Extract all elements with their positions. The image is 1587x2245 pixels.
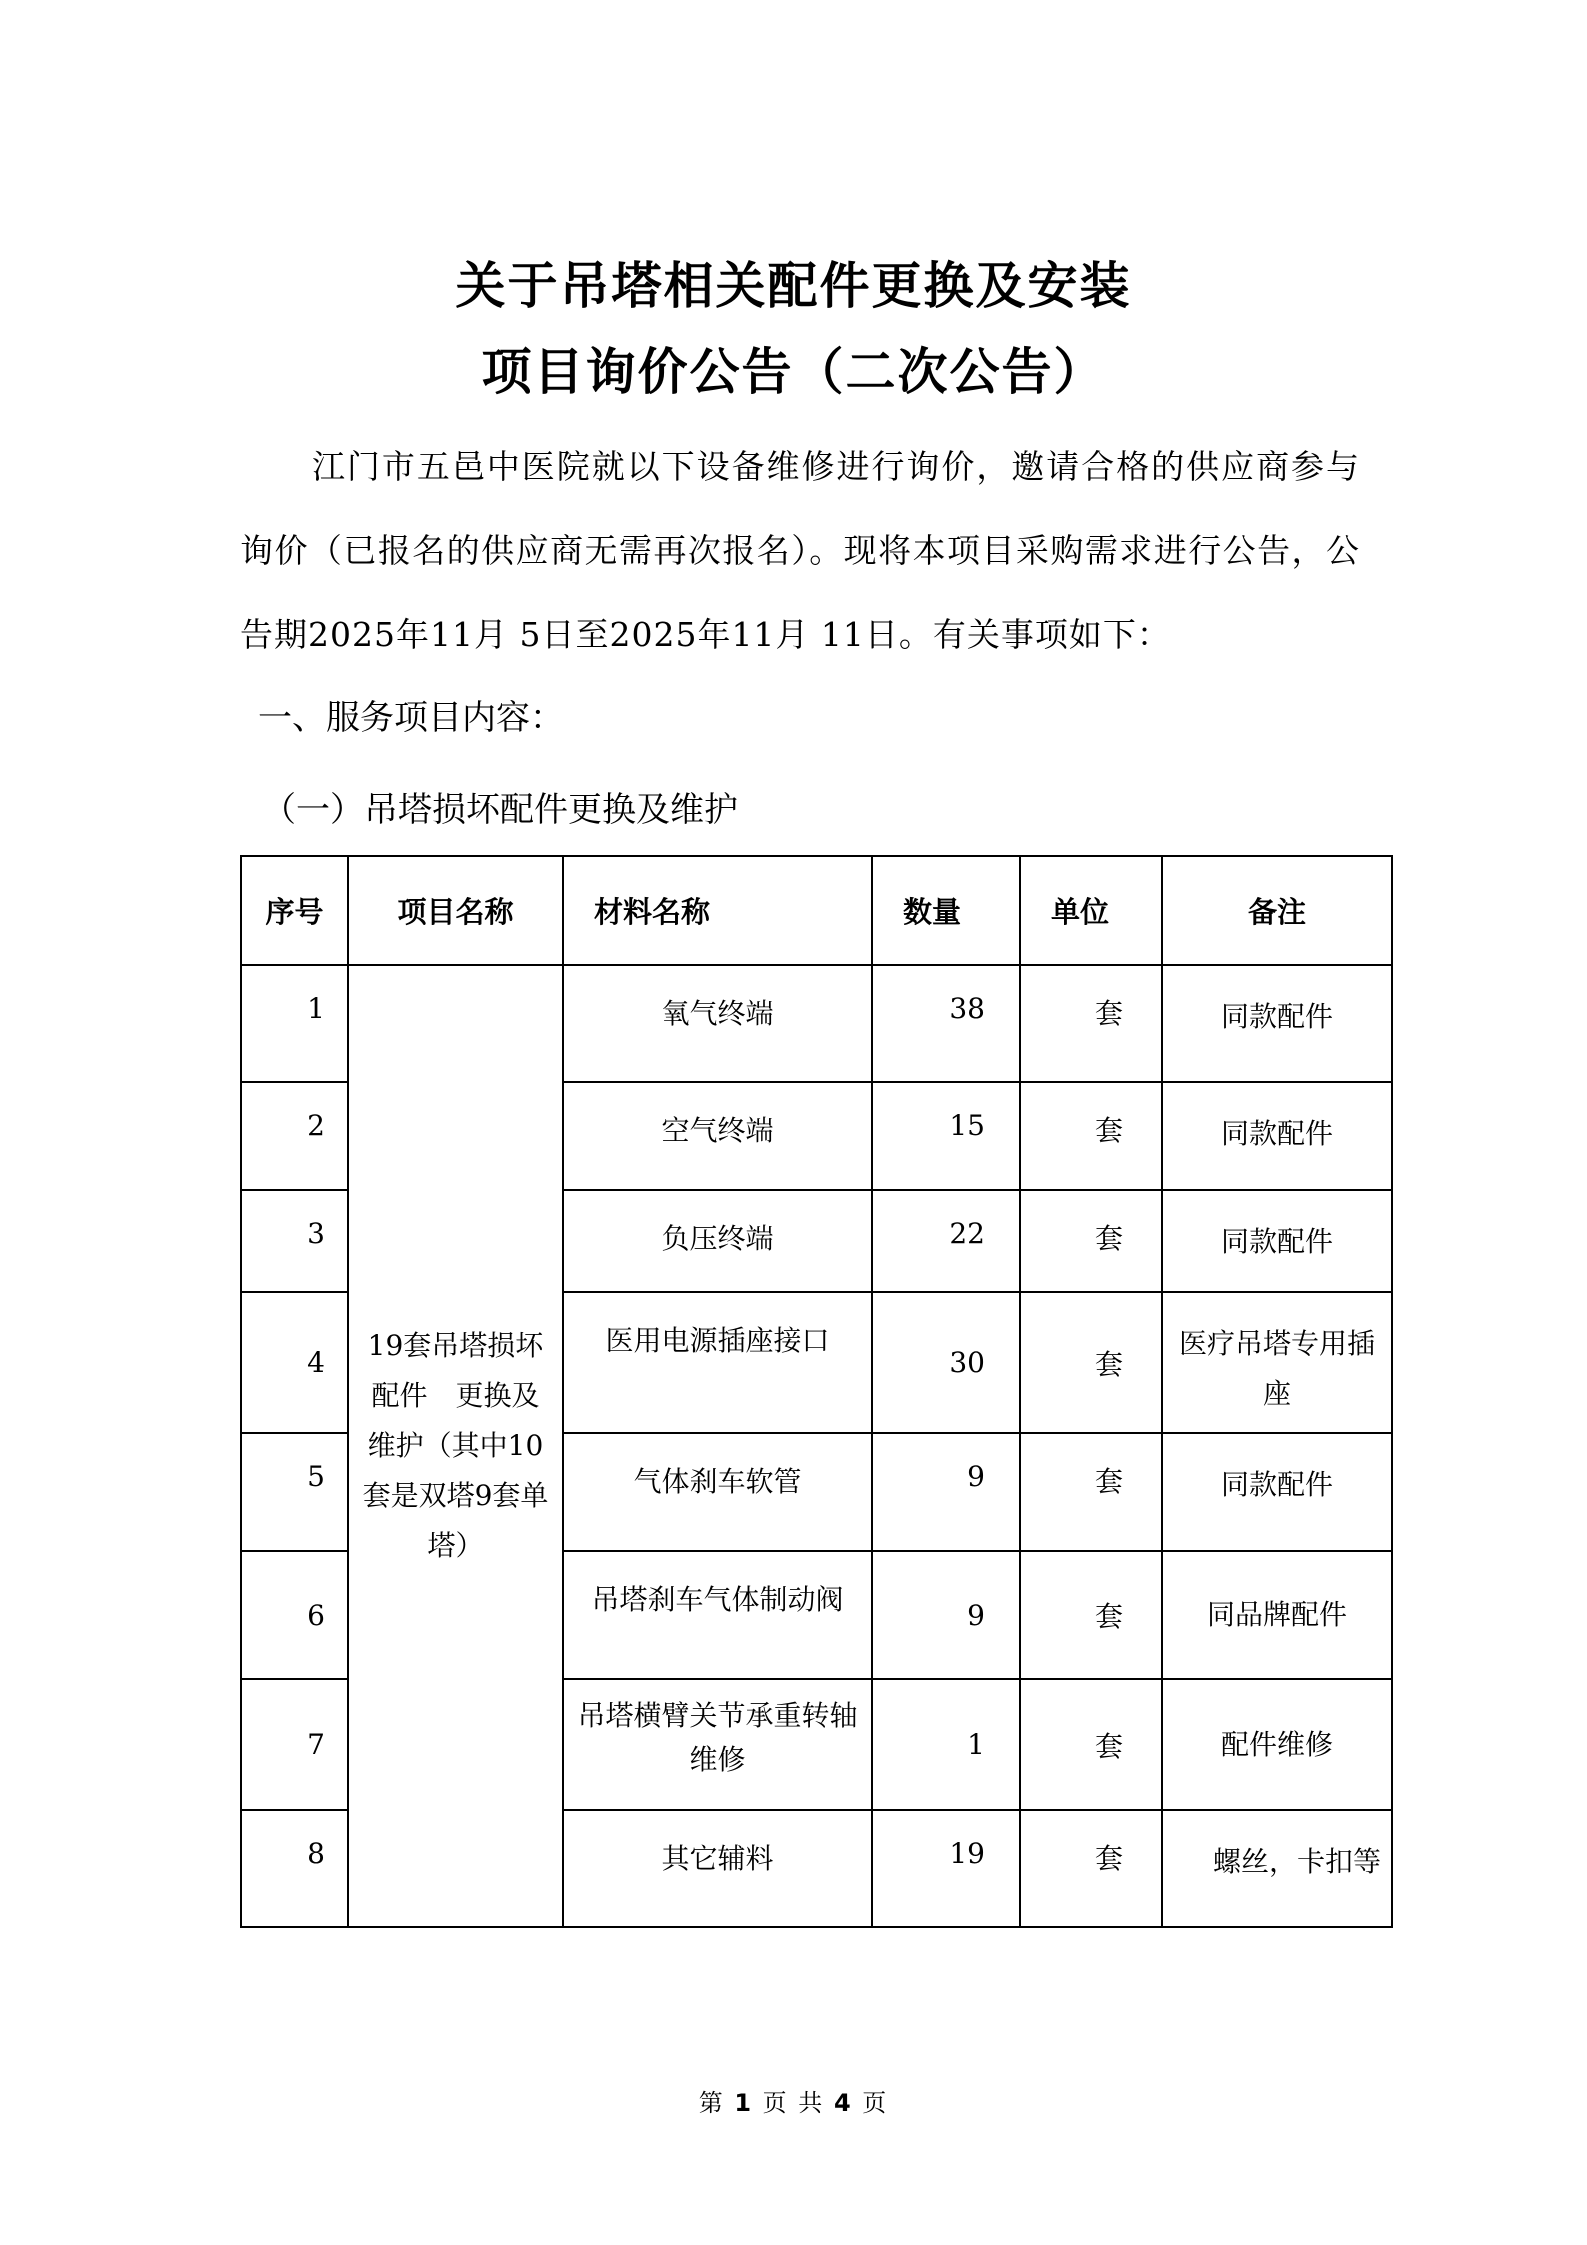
footer-suffix: 页 <box>862 2089 889 2117</box>
cell-qty: 22 <box>872 1190 1020 1292</box>
cell-unit: 套 <box>1020 1679 1162 1810</box>
table-header-row <box>241 856 1392 965</box>
cell-unit: 套 <box>1020 1082 1162 1190</box>
cell-unit: 套 <box>1020 1810 1162 1927</box>
header-note: 备注 <box>1162 856 1392 965</box>
cell-note: 配件维修 <box>1162 1679 1392 1810</box>
cell-material: 空气终端 <box>563 1082 872 1190</box>
items-table <box>240 855 1393 1928</box>
cell-no: 3 <box>241 1190 348 1292</box>
footer-page-number: 1 <box>734 2089 754 2117</box>
cell-material: 其它辅料 <box>563 1810 872 1927</box>
cell-note: 同款配件 <box>1162 965 1392 1082</box>
cell-qty: 38 <box>872 965 1020 1082</box>
cell-unit: 套 <box>1020 1190 1162 1292</box>
cell-note: 医疗吊塔专用插座 <box>1162 1292 1392 1433</box>
cell-qty: 9 <box>872 1433 1020 1551</box>
cell-no: 4 <box>241 1292 348 1433</box>
cell-no: 7 <box>241 1679 348 1810</box>
document-title-line-1: 关于吊塔相关配件更换及安装 <box>455 257 1132 315</box>
cell-material: 负压终端 <box>563 1190 872 1292</box>
cell-no: 6 <box>241 1551 348 1679</box>
cell-qty: 9 <box>872 1551 1020 1679</box>
cell-material: 氧气终端 <box>563 965 872 1082</box>
footer-prefix: 第 <box>698 2089 725 2117</box>
cell-note: 同款配件 <box>1162 1082 1392 1190</box>
cell-note: 同品牌配件 <box>1162 1551 1392 1679</box>
cell-no: 5 <box>241 1433 348 1551</box>
cell-unit: 套 <box>1020 1292 1162 1433</box>
sub-heading: （一）吊塔损坏配件更换及维护 <box>262 790 738 830</box>
header-no: 序号 <box>241 856 348 965</box>
cell-qty: 30 <box>872 1292 1020 1433</box>
header-unit: 单位 <box>1020 856 1162 965</box>
document-title-line-2: 项目询价公告（二次公告） <box>481 343 1106 401</box>
section-heading: 一、服务项目内容： <box>258 698 564 738</box>
header-project: 项目名称 <box>348 856 563 965</box>
cell-note: 螺丝，卡扣等 <box>1162 1810 1392 1927</box>
cell-qty: 19 <box>872 1810 1020 1927</box>
cell-unit: 套 <box>1020 965 1162 1082</box>
cell-no: 1 <box>241 965 348 1082</box>
cell-qty: 15 <box>872 1082 1020 1190</box>
cell-no: 2 <box>241 1082 348 1190</box>
table-row <box>241 965 1392 1082</box>
header-material: 材料名称 <box>563 856 872 965</box>
cell-unit: 套 <box>1020 1551 1162 1679</box>
cell-no: 8 <box>241 1810 348 1927</box>
cell-unit: 套 <box>1020 1433 1162 1551</box>
cell-note: 同款配件 <box>1162 1190 1392 1292</box>
cell-material: 吊塔刹车气体制动阀 <box>563 1551 872 1679</box>
cell-project-name: 19套吊塔损坏配件 更换及维护（其中10套是双塔9套单塔） <box>348 965 563 1927</box>
page-footer <box>0 2083 1587 2118</box>
intro-paragraph: 江门市五邑中医院就以下设备维修进行询价，邀请合格的供应商参与询价（已报名的供应商无需再次报名）。现将本项目采购需求进行公告，公告期2025年11月 5日至2025年11月 11日。有关事项如下： <box>240 447 1360 654</box>
cell-material: 医用电源插座接口 <box>563 1292 872 1433</box>
footer-total-pages: 4 <box>833 2089 853 2117</box>
cell-qty: 1 <box>872 1679 1020 1810</box>
cell-note: 同款配件 <box>1162 1433 1392 1551</box>
footer-middle: 页 共 <box>762 2089 825 2117</box>
header-qty: 数量 <box>872 856 1020 965</box>
cell-material: 吊塔横臂关节承重转轴维修 <box>563 1679 872 1810</box>
cell-material: 气体刹车软管 <box>563 1433 872 1551</box>
